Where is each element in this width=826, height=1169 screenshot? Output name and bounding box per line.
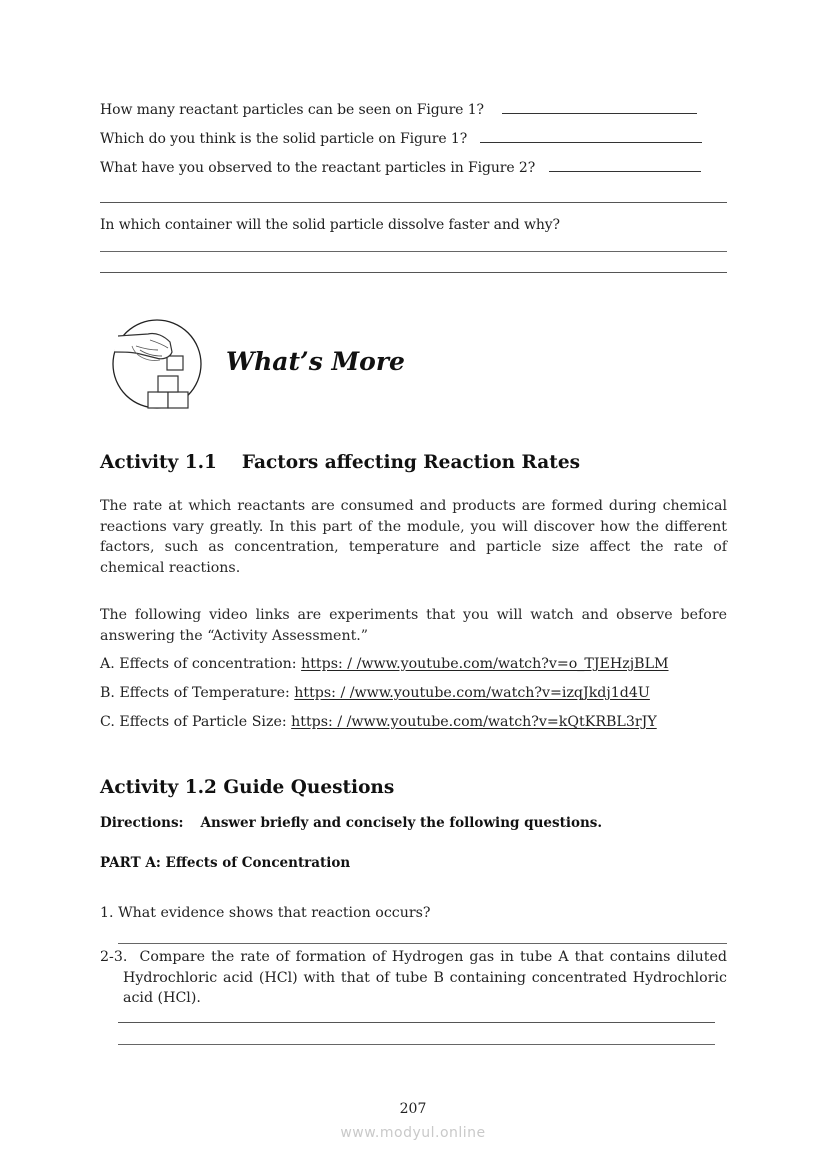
part-a-heading: PART A: Effects of Concentration <box>100 855 351 871</box>
video-links-intro: The following video links are experiments that you will watch and observe before answering the “Activity Assessment.” <box>100 607 727 644</box>
video-link-particle-size <box>100 714 657 730</box>
activity-1-2-heading: Activity 1.2 Guide Questions <box>100 777 395 798</box>
hand-stacking-blocks-icon <box>110 318 210 414</box>
question-dissolve-faster: In which container will the solid particle dissolve faster and why? <box>100 217 560 233</box>
question-number: 1. <box>100 905 114 921</box>
answer-line[interactable] <box>118 1022 715 1023</box>
youtube-link[interactable]: https: / /www.youtube.com/watch?v=o_TJEHzjBLM <box>301 656 669 672</box>
link-label: C. Effects of Particle Size: <box>100 714 292 730</box>
directions-text: Answer briefly and concisely the following questions. <box>200 815 603 831</box>
directions-label: Directions: <box>100 815 184 831</box>
answer-blank[interactable] <box>502 101 697 114</box>
video-link-temperature <box>100 685 650 701</box>
answer-line[interactable] <box>100 272 727 273</box>
question-1 <box>100 905 431 921</box>
directions <box>100 815 602 831</box>
question-number: 2-3. <box>100 949 128 965</box>
question-text: How many reactant particles can be seen on Figure 1? <box>100 102 484 118</box>
answer-blank[interactable] <box>549 159 701 172</box>
watermark: www.modyul.online <box>340 1125 486 1141</box>
page-number: 207 <box>399 1101 427 1117</box>
question-text: What evidence shows that reaction occurs? <box>118 905 431 921</box>
section-banner-icon <box>110 318 210 414</box>
question-2-3 <box>100 947 727 1009</box>
section-title: What’s More <box>226 347 405 376</box>
question-text: Compare the rate of formation of Hydrogen gas in tube A that contains diluted Hydrochloric acid (HCl) with that of tube B containing concentrated Hydrochloric acid (HCl). <box>123 949 727 1006</box>
answer-line[interactable] <box>100 202 727 203</box>
link-label: B. Effects of Temperature: <box>100 685 295 701</box>
youtube-link[interactable]: https: / /www.youtube.com/watch?v=kQtKRBL3rJY <box>291 714 657 730</box>
question-text: What have you observed to the reactant particles in Figure 2? <box>100 160 536 176</box>
answer-blank[interactable] <box>480 130 702 143</box>
question-solid-particle <box>100 130 702 147</box>
answer-line[interactable] <box>118 1044 715 1045</box>
question-reactant-count <box>100 101 697 118</box>
video-link-concentration <box>100 656 669 672</box>
question-observed-figure2 <box>100 159 701 176</box>
link-label: A. Effects of concentration: <box>100 656 302 672</box>
question-text: Which do you think is the solid particle on Figure 1? <box>100 131 468 147</box>
activity-1-1-heading: Activity 1.1 Factors affecting Reaction Rates <box>100 452 581 473</box>
activity-1-1-paragraph: The rate at which reactants are consumed and products are formed during chemical reactions vary greatly. In this part of the module, you will discover how the different factors, such as concentration, temperature and particle size affect the rate of chemical reactions. <box>100 498 727 577</box>
youtube-link[interactable]: https: / /www.youtube.com/watch?v=izqJkdj1d4U <box>294 685 650 701</box>
answer-line[interactable] <box>118 943 727 944</box>
answer-line[interactable] <box>100 251 727 252</box>
